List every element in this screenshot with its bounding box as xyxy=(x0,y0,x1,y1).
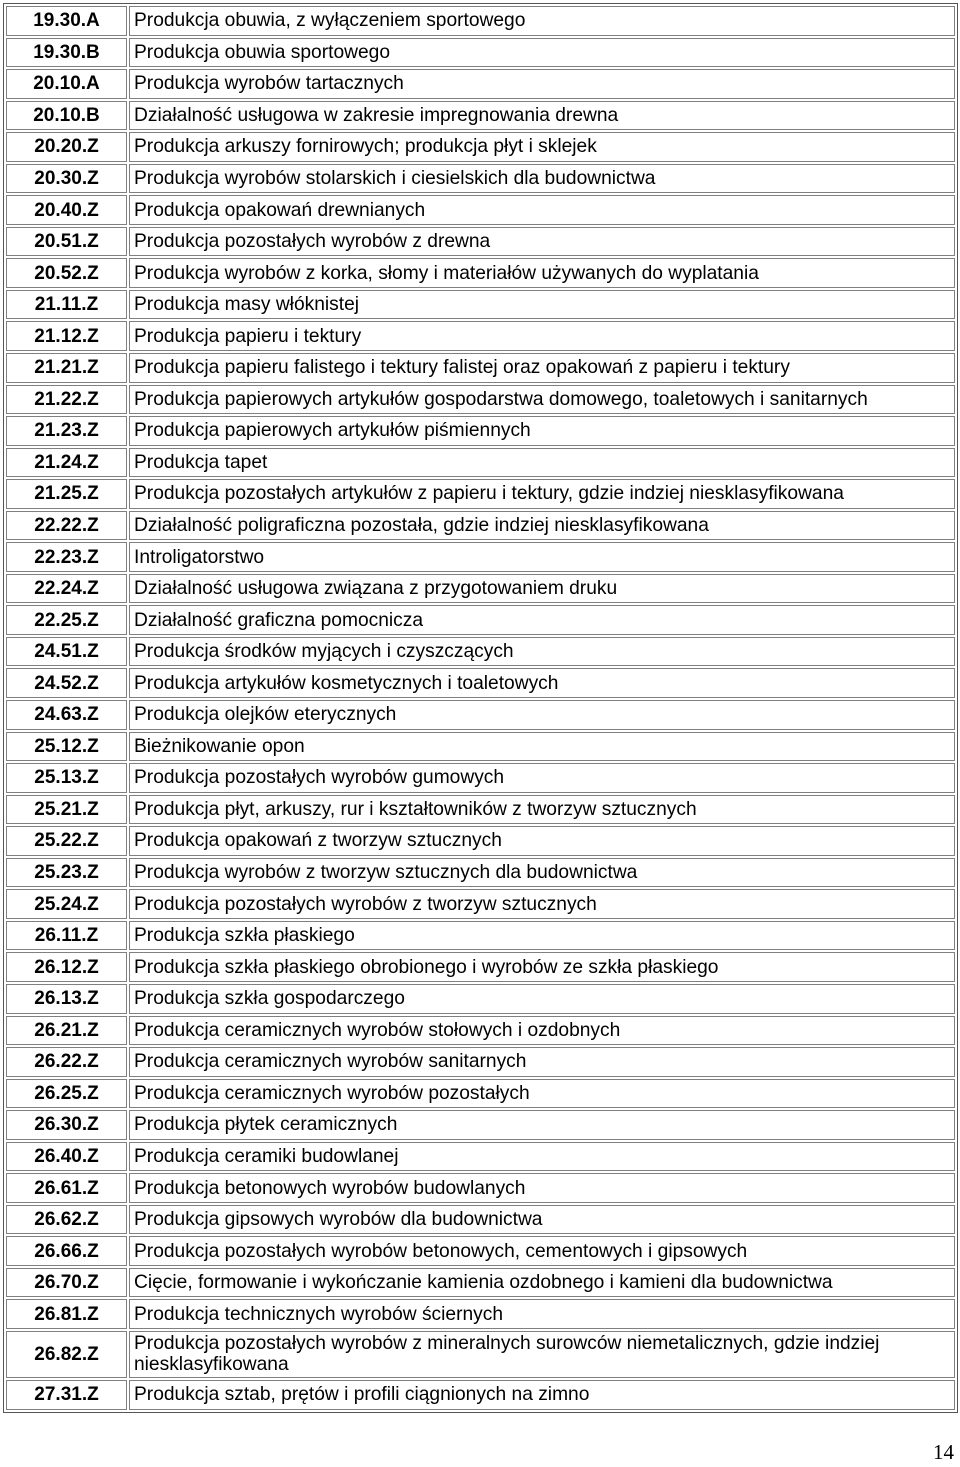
activity-code-cell: 20.51.Z xyxy=(6,227,127,257)
activity-description-cell: Produkcja wyrobów stolarskich i ciesielskich dla budownictwa xyxy=(129,164,955,194)
table-row xyxy=(6,448,955,478)
activity-description-cell: Produkcja wyrobów z korka, słomy i materiałów używanych do wyplatania xyxy=(129,258,955,288)
table-row xyxy=(6,6,955,36)
activity-code-cell: 26.21.Z xyxy=(6,1016,127,1046)
activity-code-cell: 26.25.Z xyxy=(6,1079,127,1109)
activity-code-cell: 26.11.Z xyxy=(6,921,127,951)
table-row xyxy=(6,952,955,982)
table-row xyxy=(6,353,955,383)
activity-description-cell: Produkcja pozostałych wyrobów gumowych xyxy=(129,763,955,793)
activity-description-cell: Produkcja pozostałych wyrobów z tworzyw sztucznych xyxy=(129,889,955,919)
table-row xyxy=(6,385,955,415)
table-row xyxy=(6,479,955,509)
activity-code-cell: 26.82.Z xyxy=(6,1331,127,1378)
activity-description-cell: Produkcja pozostałych artykułów z papieru i tektury, gdzie indziej niesklasyfikowana xyxy=(129,479,955,509)
activity-description-cell: Produkcja środków myjących i czyszczących xyxy=(129,637,955,667)
activity-code-cell: 21.11.Z xyxy=(6,290,127,320)
table-row xyxy=(6,1047,955,1077)
activity-description-cell: Produkcja technicznych wyrobów ściernych xyxy=(129,1299,955,1329)
table-row xyxy=(6,763,955,793)
table-row xyxy=(6,858,955,888)
activity-code-cell: 25.13.Z xyxy=(6,763,127,793)
activity-description-cell: Bieżnikowanie opon xyxy=(129,732,955,762)
activity-code-cell: 25.24.Z xyxy=(6,889,127,919)
activity-code-cell: 24.63.Z xyxy=(6,700,127,730)
table-row xyxy=(6,101,955,131)
table-row xyxy=(6,1299,955,1329)
activity-code-cell: 20.10.A xyxy=(6,69,127,99)
table-row xyxy=(6,574,955,604)
activity-code-cell: 21.24.Z xyxy=(6,448,127,478)
activity-code-cell: 26.66.Z xyxy=(6,1236,127,1266)
table-row xyxy=(6,921,955,951)
activity-description-cell: Produkcja papierowych artykułów piśmiennych xyxy=(129,416,955,446)
activity-description-cell: Produkcja obuwia sportowego xyxy=(129,38,955,68)
table-row xyxy=(6,1236,955,1266)
activity-description-cell: Produkcja szkła gospodarczego xyxy=(129,984,955,1014)
table-row xyxy=(6,1380,955,1410)
table-row xyxy=(6,1142,955,1172)
activity-description-cell: Produkcja papieru i tektury xyxy=(129,321,955,351)
table-row xyxy=(6,321,955,351)
activity-code-cell: 26.12.Z xyxy=(6,952,127,982)
activity-description-cell: Produkcja pozostałych wyrobów betonowych, cementowych i gipsowych xyxy=(129,1236,955,1266)
table-row xyxy=(6,889,955,919)
activity-description-cell: Działalność graficzna pomocnicza xyxy=(129,605,955,635)
activity-code-cell: 24.52.Z xyxy=(6,668,127,698)
activity-description-cell: Introligatorstwo xyxy=(129,542,955,572)
table-row xyxy=(6,700,955,730)
activity-code-cell: 20.40.Z xyxy=(6,195,127,225)
activity-description-cell: Produkcja sztab, prętów i profili ciągnionych na zimno xyxy=(129,1380,955,1410)
activity-description-cell: Produkcja opakowań z tworzyw sztucznych xyxy=(129,826,955,856)
activity-description-cell: Produkcja papieru falistego i tektury falistej oraz opakowań z papieru i tektury xyxy=(129,353,955,383)
activity-description-cell: Produkcja wyrobów tartacznych xyxy=(129,69,955,99)
activity-code-cell: 25.22.Z xyxy=(6,826,127,856)
activity-code-cell: 25.21.Z xyxy=(6,795,127,825)
table-row xyxy=(6,732,955,762)
activity-code-cell: 21.12.Z xyxy=(6,321,127,351)
table-row xyxy=(6,826,955,856)
activity-description-cell: Produkcja ceramicznych wyrobów sanitarnych xyxy=(129,1047,955,1077)
activity-description-cell: Produkcja ceramicznych wyrobów stołowych i ozdobnych xyxy=(129,1016,955,1046)
table-row xyxy=(6,1016,955,1046)
activity-description-cell: Produkcja papierowych artykułów gospodarstwa domowego, toaletowych i sanitarnych xyxy=(129,385,955,415)
activity-description-cell: Produkcja ceramiki budowlanej xyxy=(129,1142,955,1172)
activity-description-cell: Działalność usługowa w zakresie impregnowania drewna xyxy=(129,101,955,131)
table-row xyxy=(6,637,955,667)
table-row xyxy=(6,38,955,68)
table-row xyxy=(6,132,955,162)
activity-code-cell: 19.30.A xyxy=(6,6,127,36)
activity-code-cell: 25.12.Z xyxy=(6,732,127,762)
activity-description-cell: Produkcja olejków eterycznych xyxy=(129,700,955,730)
activity-code-cell: 20.20.Z xyxy=(6,132,127,162)
table-row xyxy=(6,1268,955,1298)
table-row xyxy=(6,195,955,225)
activity-code-cell: 21.25.Z xyxy=(6,479,127,509)
table-row xyxy=(6,69,955,99)
activity-code-cell: 20.52.Z xyxy=(6,258,127,288)
table-row xyxy=(6,1205,955,1235)
activity-description-cell: Produkcja betonowych wyrobów budowlanych xyxy=(129,1173,955,1203)
activity-code-cell: 26.22.Z xyxy=(6,1047,127,1077)
activity-code-cell: 19.30.B xyxy=(6,38,127,68)
table-row xyxy=(6,227,955,257)
table-row xyxy=(6,605,955,635)
activity-description-cell: Produkcja pozostałych wyrobów z mineralnych surowców niemetalicznych, gdzie indziej niesklasyfikowana xyxy=(129,1331,955,1378)
activity-code-cell: 22.25.Z xyxy=(6,605,127,635)
table-row xyxy=(6,795,955,825)
table-body xyxy=(6,6,955,1410)
activity-description-cell: Działalność usługowa związana z przygotowaniem druku xyxy=(129,574,955,604)
table-row xyxy=(6,1110,955,1140)
table-row xyxy=(6,984,955,1014)
activity-code-cell: 26.70.Z xyxy=(6,1268,127,1298)
activity-code-cell: 26.13.Z xyxy=(6,984,127,1014)
table-row xyxy=(6,164,955,194)
activity-description-cell: Produkcja ceramicznych wyrobów pozostałych xyxy=(129,1079,955,1109)
activity-code-cell: 21.21.Z xyxy=(6,353,127,383)
activity-description-cell: Produkcja płytek ceramicznych xyxy=(129,1110,955,1140)
activity-description-cell: Produkcja wyrobów z tworzyw sztucznych dla budownictwa xyxy=(129,858,955,888)
table-row xyxy=(6,258,955,288)
activity-description-cell: Produkcja pozostałych wyrobów z drewna xyxy=(129,227,955,257)
activity-description-cell: Produkcja obuwia, z wyłączeniem sportowego xyxy=(129,6,955,36)
activity-description-cell: Cięcie, formowanie i wykończanie kamienia ozdobnego i kamieni dla budownictwa xyxy=(129,1268,955,1298)
table-row xyxy=(6,1079,955,1109)
pkd-code-table xyxy=(3,3,958,1413)
activity-code-cell: 20.30.Z xyxy=(6,164,127,194)
activity-description-cell: Produkcja arkuszy fornirowych; produkcja płyt i sklejek xyxy=(129,132,955,162)
activity-code-cell: 27.31.Z xyxy=(6,1380,127,1410)
activity-description-cell: Produkcja płyt, arkuszy, rur i kształtowników z tworzyw sztucznych xyxy=(129,795,955,825)
page-number: 14 xyxy=(933,1440,954,1464)
activity-code-cell: 20.10.B xyxy=(6,101,127,131)
activity-code-cell: 26.61.Z xyxy=(6,1173,127,1203)
table-row xyxy=(6,668,955,698)
activity-code-cell: 26.40.Z xyxy=(6,1142,127,1172)
table-row xyxy=(6,542,955,572)
activity-code-cell: 21.22.Z xyxy=(6,385,127,415)
activity-code-cell: 26.81.Z xyxy=(6,1299,127,1329)
table-row xyxy=(6,1331,955,1378)
table-row xyxy=(6,290,955,320)
activity-code-cell: 21.23.Z xyxy=(6,416,127,446)
activity-code-cell: 22.24.Z xyxy=(6,574,127,604)
activity-code-cell: 26.30.Z xyxy=(6,1110,127,1140)
activity-description-cell: Produkcja tapet xyxy=(129,448,955,478)
table-row xyxy=(6,1173,955,1203)
activity-code-cell: 24.51.Z xyxy=(6,637,127,667)
table-row xyxy=(6,416,955,446)
activity-code-cell: 22.22.Z xyxy=(6,511,127,541)
activity-description-cell: Produkcja szkła płaskiego xyxy=(129,921,955,951)
activity-description-cell: Działalność poligraficzna pozostała, gdzie indziej niesklasyfikowana xyxy=(129,511,955,541)
activity-description-cell: Produkcja szkła płaskiego obrobionego i wyrobów ze szkła płaskiego xyxy=(129,952,955,982)
activity-description-cell: Produkcja opakowań drewnianych xyxy=(129,195,955,225)
table-row xyxy=(6,511,955,541)
activity-description-cell: Produkcja gipsowych wyrobów dla budownictwa xyxy=(129,1205,955,1235)
activity-description-cell: Produkcja masy włóknistej xyxy=(129,290,955,320)
activity-code-cell: 22.23.Z xyxy=(6,542,127,572)
activity-description-cell: Produkcja artykułów kosmetycznych i toaletowych xyxy=(129,668,955,698)
activity-code-cell: 26.62.Z xyxy=(6,1205,127,1235)
activity-code-cell: 25.23.Z xyxy=(6,858,127,888)
